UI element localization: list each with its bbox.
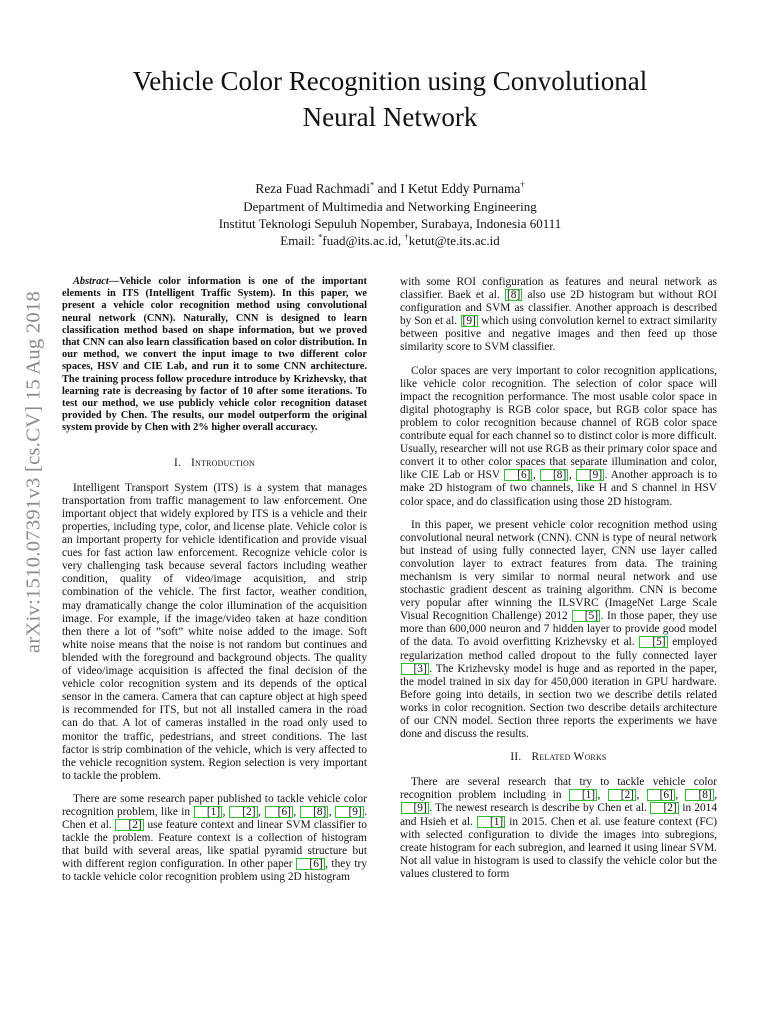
right-paragraph-3 [400,519,717,742]
text-span: . Chen et al. [62,805,368,832]
citation-link[interactable]: [6] [504,469,532,481]
email-2: ketut@te.its.ac.id [408,233,500,248]
citation-link[interactable]: [8] [685,789,713,801]
citation-link[interactable]: [9] [401,802,429,814]
text-span: , [293,805,300,818]
abstract [62,276,367,435]
text-span: . Another approach is to make 2D histogram of two channels, like H and S channel in HSV color space, and do classification using those 2D histogram. [400,469,718,508]
citation-link[interactable]: [6] [647,789,675,801]
section-2-title: Related Works [531,751,607,764]
department: Department of Multimedia and Networking Engineering [243,199,537,214]
citation-link[interactable]: [5] [639,636,667,648]
citation-link[interactable]: [2] [229,806,257,818]
text-span: . In those paper, they use more than 600,000 neuron and 7 hidden layer to provide good model of the data. To avoid overfitting Krizhevsky et al. [400,610,718,649]
citation-link[interactable]: [5] [572,610,600,622]
citation-link[interactable]: [3] [401,663,429,675]
text-span: Color spaces are very important to color recognition applications, like vehicle color recognition. The selection of color space will impact the recognition performance. The most usable color space in digital photography is RGB color space, but RGB color space has problem to color recognition because channel of RGB color space contribute equal for each channel so to distinct color is more difficult. Usually, researcher will not use RGB as their primary color space and convert it to other color spaces that separate illumination and color, like CIE Lab or HSV [400,364,717,482]
email-2-mark: † [404,231,409,242]
abstract-lead: Abstract [73,276,109,287]
text-span: in 2014 and Hsieh et al. [400,802,717,828]
section-1-number: I. [173,456,182,469]
text-span: . The newest research is describe by Chen et al. [429,802,650,815]
related-paragraph-1 [400,776,717,881]
email-1: fuad@its.ac.id, [322,233,405,248]
text-span: , [636,789,647,802]
citation-link[interactable]: [2] [650,802,678,814]
citation-link[interactable]: [1] [194,806,222,818]
arxiv-stamp-text: arXiv:1510.07391v3 [cs.CV] 15 Aug 2018 [22,290,45,654]
citation-link[interactable]: [8] [540,469,568,481]
author-1: Reza Fuad Rachmadi [255,181,370,196]
text-span: There are several research that try to tackle vehicle color recognition problem including in [400,776,717,802]
right-paragraph-1 [400,276,717,355]
author-connector: and [374,181,401,196]
citation-link[interactable]: [9] [576,469,604,481]
text-span: , [222,805,229,818]
section-heading-related-works [400,751,717,764]
author-2: I Ketut Eddy Purnama [400,181,521,196]
text-span: , [675,789,685,802]
author-1-mark: * [369,179,375,190]
title-line-2: Neural Network [302,102,478,132]
section-heading-introduction [62,457,367,470]
text-span: use feature context and linear SVM classifier to tackle the problem. Feature context is a collection of histogram that build with several areas, like spatial pyramid structure but with different region configuration. In other paper [62,819,367,871]
text-span: There are some research paper published to tackle vehicle color recognition problem, like in [62,792,367,818]
text-span: employed regularization method called dropout to the fully connected layer [400,636,717,662]
text-span: , they try to tackle vehicle color recognition problem using 2D histogram [62,858,367,884]
intro-paragraph-2 [62,793,367,885]
right-paragraph-2 [400,365,717,509]
institution: Institut Teknologi Sepuluh Nopember, Surabaya, Indonesia 60111 [218,216,562,231]
citation-link[interactable]: [9] [462,315,476,328]
author-block [80,180,700,249]
intro-paragraph-1: Intelligent Transport System (ITS) is a system that manages transportation from traffic management to law enforcement. One important object that widely explored by ITS is a vehicle and their properties, including type, color, and license plate. Vehicle color is an important property for vehicle identification and provide visual cues for fast action law enforcement. Recognize vehicle color is very challenging task because several factors including weather condition, quality of video/image acquisition, and strip combination of the vehicle. The first factor, weather condition, may dramatically change the color illumination of the acquisition image. For example, if the image/video taken at haze condition then there a lot of ”soft” white noise added to the image. Soft white noise means that the noise is not random but continues and blended with the foreground and background objects. The quality of video/image acquisition is affected the final decision of the vehicle color recognition system and its depends of the optical sensor in the camera. Camera that can capture object at high speed is recommended for ITS, but not all installed camera in the road can do that. A lot of cameras installed in the road only used to monitor the traffic, pedestrians, and street conditions. The last factor is strip combination of the vehicle, which is very affected to the vehicle recognition system. Region selection is very important to tackle the problem. [62,481,367,782]
section-1-title: Introduction [191,456,255,469]
text-span: , [714,789,718,802]
email-1-mark: * [318,231,323,242]
text-span: . The Krizhevsky model is huge and as reported in the paper, the model trained in six day for 450,000 iteration in GPU hardware. Before going into details, in section two we describe detils related works in color recognition. Section two describe details architecture of our CNN model. Section three reports the experiments we have done and discuss the results. [400,662,717,741]
right-column [400,276,717,891]
citation-link[interactable]: [8] [507,289,521,302]
citation-link[interactable]: [1] [569,789,597,801]
text-span: which using convolution kernel to extract similarity between positive and negative images and then feed up those similarity score to SVM classifier. [400,315,717,354]
citation-link[interactable]: [9] [335,806,363,818]
abstract-dash: — [108,276,120,287]
email-line [80,232,700,249]
paper-title [80,63,700,135]
citation-link[interactable]: [6] [296,858,324,870]
author-names [80,180,700,197]
left-column [62,276,367,895]
text-span: in 2015. Chen et al. use feature context (FC) with selected configuration to divide the images into subregions, create histogram for each subregion, and learned it using linear SVM. Not all value in histogram is used to classify the vehicle color but the values clustered to form [400,815,717,880]
text-span: , [532,469,540,482]
citation-link[interactable]: [6] [265,806,293,818]
citation-link[interactable]: [8] [300,806,328,818]
author-2-mark: † [520,179,525,190]
text-span: , [258,805,265,818]
arxiv-stamp [8,262,60,682]
citation-link[interactable]: [2] [115,819,143,831]
text-span: , [568,469,576,482]
email-prefix: Email: [280,233,319,248]
text-span: with some ROI configuration as features and neural network as classifier. Baek et al. [400,276,717,302]
abstract-body: Vehicle color information is one of the important elements in ITS (Intelligent Traffic System). In this paper, we present a vehicle color recognition method using convolutional neural network (CNN). Naturally, CNN is designed to learn classification method based on shape information, but we proved that CNN can also learn classification based on color distribution. In our method, we convert the input image to two different color spaces, HSV and CIE Lab, and run it to some CNN architecture. The training process follow procedure introduce by Krizhevsky, that learning rate is decreasing by factor of 10 after some iterations. To test our method, we use publicly vehicle color recognition dataset provided by Chen. The results, our model outperform the original system provide by Chen with 2% higher overall accuracy. [62,276,367,434]
text-span: , [328,805,335,818]
citation-link[interactable]: [1] [477,816,505,828]
text-span: , [597,789,608,802]
text-span: In this paper, we present vehicle color recognition method using convolutional neural network (CNN). CNN is type of neural network but instead of using fully connected layer, CNN use layer called convolution layer to extract features from data. The training mechanism is very similar to normal neural network and use stochastic gradient descent as training algorithm. CNN is become very popular after winning the ILSVRC (ImageNet Large Scale Visual Recognition Challenge) 2012 [400,518,717,623]
text-span: also use 2D histogram but without ROI configuration and SVM as classifier. Another approach is described by Son et al. [400,289,717,328]
citation-link[interactable]: [2] [608,789,636,801]
section-2-number: II. [510,751,522,764]
title-line-1: Vehicle Color Recognition using Convolutional [132,66,648,96]
